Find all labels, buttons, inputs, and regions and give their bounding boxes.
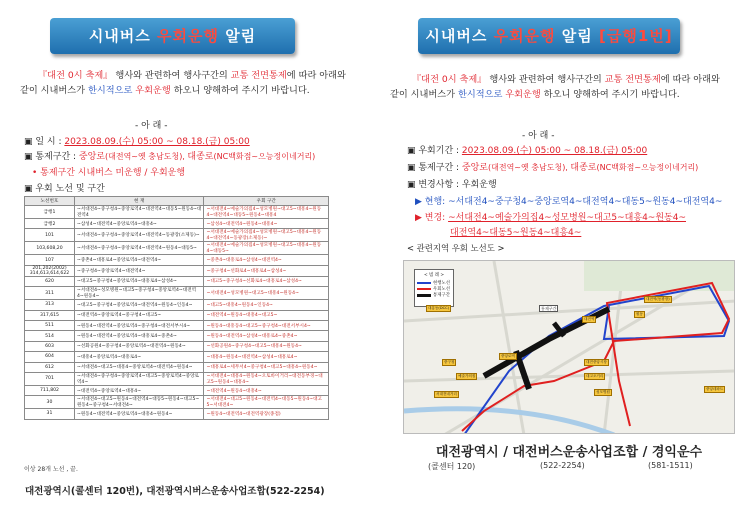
road	[404, 371, 735, 381]
closed-zone-label: 통제구간	[541, 306, 557, 311]
change-text: ▣ 변경사항 : 우회운행	[407, 180, 497, 190]
phone-callcenter: (콜센터 120)	[428, 462, 476, 471]
routes-title-text: ▣ 우회 노선 및 구간	[24, 184, 105, 194]
control-label: ▣ 통제구간 :	[24, 152, 79, 162]
legend-swatch-black	[417, 294, 431, 297]
route-number-cell: 311	[25, 287, 75, 300]
map-stop: 대흥동(DCC)	[428, 306, 450, 310]
changed-route-label: ▶ 변경:	[415, 213, 449, 223]
table-row	[25, 242, 329, 255]
table-row	[25, 372, 329, 385]
changed-route-row	[415, 210, 686, 223]
period-row	[24, 134, 250, 147]
route-number-cell: 103,608,20	[25, 242, 75, 255]
detour-route-cell: ~대전역4~원동4~대흥4~	[204, 385, 329, 395]
route-number-cell: 711,802	[25, 385, 75, 395]
header-detour: 우회 구간	[204, 197, 329, 206]
map-stop: 중구청	[444, 360, 455, 364]
control-road-1: 중앙로	[78, 152, 105, 162]
intro-temp: 한시적으로	[457, 89, 503, 100]
detour-route-cell: ~원동4~대전역4~대전역광장(종점)	[204, 409, 329, 419]
change-row	[407, 177, 497, 190]
route-number-cell: 31	[25, 409, 75, 419]
current-route-cell: ~대전역4~중앙로역4~중구청4~대고5~	[74, 310, 204, 320]
table-header-row	[25, 197, 329, 206]
festival-name: 『대전 0시 축제』	[412, 74, 487, 85]
current-route-cell: ~대흥4~중앙로역4~대흥로4~	[74, 352, 204, 362]
route-number-cell: 313	[25, 300, 75, 310]
detour-route-cell: ~서대전4~예술가의집4~성모병원~대고5~대흥4~원동4~대전역4~대동5~원동4~대흥4	[204, 206, 329, 219]
intro-text-2: 에 따라 아래와 같이 시내버스가	[390, 74, 720, 100]
current-route-label: ▶ 현행:	[415, 197, 449, 207]
route-number-cell: 101	[25, 229, 75, 242]
table-row	[25, 352, 329, 362]
detour-route-cell: ~서대전4~성모병원~대고5~대흥4~원동4~	[204, 287, 329, 300]
table-row	[25, 219, 329, 229]
route-number-cell: 30	[25, 396, 75, 409]
current-route-cell: ~선화공원4~중구청4~중앙로역4~대전역4~원동4~	[74, 341, 204, 351]
detour-route-cell: ~원동4~대흥동4~대고5~중구청4~대전서부시4~	[204, 320, 329, 330]
table-row	[25, 409, 329, 419]
control-label: ▣ 통제구간 :	[407, 163, 462, 173]
changed-route-value-2: 대전역4~대동5~원동4~대흥4~	[450, 228, 582, 238]
route-number-cell: 612	[25, 362, 75, 372]
notice-banner-express	[418, 18, 680, 54]
banner-text-post: 알림	[555, 27, 599, 45]
intro-text-4: 하오니 양해하여 주시기 바랍니다.	[540, 89, 680, 100]
route-number-cell: 620	[25, 276, 75, 286]
map-stop: 대고오거리	[586, 374, 604, 378]
left-footer: 대전광역시(콜센터 120번), 대전광역시버스운송사업조합(522-2254)	[25, 486, 325, 497]
period-value: 2023.08.09.(수) 05:00 ~ 08.18.(금) 05:00	[461, 146, 648, 156]
table-row	[25, 255, 329, 265]
table-row	[25, 385, 329, 395]
changed-route-row-2	[450, 225, 581, 238]
banner-text-pre: 시내버스	[88, 27, 157, 45]
route-number-cell: 107	[25, 255, 75, 265]
detour-route-cell: ~중구청4~선화로4~대흥로4~삼성4~	[204, 265, 329, 276]
current-route-cell: ~원동4~대전역4~중앙로역4~대흥4~원동4~	[74, 409, 204, 419]
intro-control: 교통 전면통제	[604, 74, 661, 85]
period-value: 2023.08.09.(수) 05:00 ~ 08.18.(금) 05:00	[64, 137, 250, 147]
current-route-cell: ~대고5~중구청4~중앙로역4~대전역4~원동4~인동4~	[74, 300, 204, 310]
period-label: ▣ 우회기간 :	[407, 146, 462, 156]
legend-label: 현행노선	[433, 281, 450, 286]
detour-route-cell: ~대흥로4~세무서4~중구청4~대고5~대흥4~원동4~	[204, 362, 329, 372]
detour-route-cell: ~선화공원4~중구청4~대고5~대흥4~원동4~	[204, 341, 329, 351]
organization-line: 대전광역시 / 대전버스운송사업조합 / 경익운수	[435, 445, 703, 460]
route-number-cell: 701	[25, 372, 75, 385]
intro-detour: 우회운행	[505, 89, 541, 100]
header-route: 노선번호	[25, 197, 75, 206]
map-legend	[414, 269, 454, 307]
detour-route-cell: ~서대전4~대고5~원동4~대전역4~대동5~원동4~대고5~서대전4~	[204, 396, 329, 409]
phone-operator: (581-1511)	[648, 461, 693, 470]
control-road-1: 중앙로	[461, 163, 488, 173]
route-number-cell: 511	[25, 320, 75, 330]
suspension-note	[32, 165, 185, 178]
intro-temp: 한시적으로	[87, 85, 133, 96]
table-row	[25, 300, 329, 310]
current-route-cell: ~중구청4~중앙로역4~대전역4~	[74, 265, 204, 276]
header-current: 현 재	[74, 197, 204, 206]
map-stop: 중앙데파트	[706, 387, 724, 391]
table-row	[25, 206, 329, 219]
control-row	[407, 160, 698, 173]
intro-text-2: 에 따라 아래와 같이 시내버스가	[20, 70, 346, 96]
detour-route-cell: ~대고5~대흥4~원동4~인동4~	[204, 300, 329, 310]
current-route-cell: ~원동4~대전역4~중앙로역4~대흥로4~중촌4~	[74, 331, 204, 341]
table-note: 이상 28개 노선 , 끝.	[24, 466, 78, 473]
table-row	[25, 276, 329, 286]
control-row	[24, 149, 315, 162]
control-road-2: 대종로	[187, 152, 214, 162]
table-row	[25, 229, 329, 242]
current-route-cell: ~서대전4~중구청4~중앙로역4~대전역4~원동4~대동5~	[74, 242, 204, 255]
detour-route-cell: ~대흥4~원동4~대전역4~삼성4~대흥로4~	[204, 352, 329, 362]
map-stop: 중앙로역	[501, 354, 515, 358]
legend-label: 우회노선	[433, 287, 450, 292]
festival-name: 『대전 0시 축제』	[38, 70, 113, 81]
intro-control: 교통 전면통제	[230, 70, 287, 81]
intro-detour: 우회운행	[135, 85, 171, 96]
control-road-2-detail: (NC백화점~으능정이네거리)	[596, 163, 699, 172]
current-route-cell: ~서대전4~중구청4~중앙로역4~대전역4~동광장(소제동)~	[74, 229, 204, 242]
table-row	[25, 396, 329, 409]
current-route-cell: ~삼성4~대전역4~중앙로역4~대흥4~	[74, 219, 204, 229]
detour-route-cell: ~삼성4~대전역4~원동4~대흥4~	[204, 219, 329, 229]
routes-table	[24, 196, 329, 420]
current-route-row	[415, 194, 722, 207]
suspension-note-text: • 통제구간 시내버스 미운행 / 우회운행	[32, 168, 186, 178]
map-park	[584, 261, 734, 291]
route-number-cell: 603	[25, 341, 75, 351]
legend-item-closed	[417, 292, 451, 298]
period-row	[407, 143, 647, 156]
legend-label: 통제구간	[433, 293, 450, 298]
detour-route-cell: ~대전역4~원동4~대흥4~대고5~	[204, 310, 329, 320]
banner-highlight: 우회운행	[157, 27, 219, 45]
banner-text-pre: 시내버스	[425, 27, 494, 45]
routes-title	[24, 181, 105, 194]
intro-text-4: 하오니 양해하여 주시기 바랍니다.	[170, 85, 310, 96]
table-row	[25, 310, 329, 320]
intro-paragraph	[20, 68, 350, 98]
current-route-cell: ~대전역4~중앙로역4~대흥4~	[74, 385, 204, 395]
table-row	[25, 265, 329, 276]
legend-title: < 범 례 >	[423, 273, 445, 278]
legend-swatch-red	[417, 288, 431, 290]
current-route-cell: ~서대전4~중구청4~중앙로역4~대고5~중앙로역4~중앙로역4~	[74, 372, 204, 385]
period-label: ▣ 일 시 :	[24, 137, 65, 147]
control-road-1-detail: (대전역~옛 충남도청),	[105, 152, 188, 161]
legend-swatch-blue	[417, 282, 431, 284]
map-stop: 성모병원	[596, 390, 610, 394]
changed-route-value-1: ~서대전4~예술가의집4~성모병원~대고5~대흥4~원동4~	[448, 213, 686, 223]
map-stop: 서대전네거리	[436, 392, 457, 396]
detour-route-map	[403, 260, 735, 434]
current-route-cell: ~서대전4~중구청4~중앙로역4~대전역4~대동5~원동4~대전역4	[74, 206, 204, 219]
detour-route-cell: ~서대전4~예술가의집4~성모병원~대고5~대흥4~원동4~대동5~	[204, 242, 329, 255]
control-road-1-detail: (대전역~옛 충남도청),	[488, 163, 571, 172]
detour-route-cell: ~중촌4~대흥로4~삼성4~대전역4~	[204, 255, 329, 265]
map-stop: 대전역	[584, 317, 595, 321]
detour-route-cell: ~서대전4~예술가의집4~성모병원~대고5~대흥4~원동4~대전역4~동광장(소제동)~	[204, 229, 329, 242]
route-number-cell: 604	[25, 352, 75, 362]
route-number-cell: 급행1	[25, 206, 75, 219]
map-stop: 예술가의집	[458, 374, 476, 378]
control-road-2-detail: (NC백화점~으능정이네거리)	[213, 152, 316, 161]
current-route-cell: ~원동4~대전역4~중앙로역4~중구청4~대전서부시4~	[74, 320, 204, 330]
table-row	[25, 320, 329, 330]
map-river	[404, 409, 614, 434]
route-number-cell: 201,202(2002) 314,613,614,622	[25, 265, 75, 276]
current-route-cell: ~서대전4~대고5~대흥4~중앙로역4~대전역4~원동4~	[74, 362, 204, 372]
map-stop: 대전역(동광장)	[646, 297, 670, 301]
table-row	[25, 331, 329, 341]
map-stop: 원동	[636, 312, 643, 316]
intro-paragraph	[390, 72, 720, 102]
table-row	[25, 287, 329, 300]
table-row	[25, 362, 329, 372]
banner-highlight: 우회운행	[493, 27, 556, 45]
phone-bus-association: (522-2254)	[540, 461, 585, 470]
section-heading: - 아 래 -	[522, 131, 555, 141]
current-route-cell: ~서대전4~대고5~원동4~대전역4~대동5~원동4~대고5~원동4~중구청4~서대전4~	[74, 396, 204, 409]
current-route-cell: ~중촌4~대흥로4~중앙로역4~대전역4~	[74, 255, 204, 265]
banner-text-post: 알림	[218, 27, 257, 45]
detour-route-cell: ~서대전4~대흥4~원동4~오토바이거리~대전동부경~대고5~원동4~대흥4~	[204, 372, 329, 385]
banner-route-tag: [급행1번]	[598, 27, 673, 45]
intro-text-1: 행사와 관련하여 행사구간의	[112, 70, 231, 81]
table-body	[25, 206, 329, 420]
detour-route-cell: ~대고5~중구청4~선화로4~대흥로4~삼성4~	[204, 276, 329, 286]
table-row	[25, 341, 329, 351]
detour-route-cell: ~원동4~대전역4~삼성4~대흥로4~중촌4~	[204, 331, 329, 341]
map-stop: 대전중앙시장	[586, 360, 607, 364]
notice-banner	[50, 18, 295, 54]
route-number-cell: 514	[25, 331, 75, 341]
control-road-2: 대종로	[570, 163, 597, 173]
current-route-value: ~서대전4~중구청4~중앙로역4~대전역4~대동5~원동4~대전역4~	[448, 197, 723, 207]
section-heading: - 아 래 -	[135, 121, 168, 131]
map-title: < 관련지역 우회 노선도 >	[407, 243, 505, 253]
current-route-cell: ~대고5~중구청4~중앙로역4~대흥로4~삼성4~	[74, 276, 204, 286]
route-number-cell: 급행2	[25, 219, 75, 229]
current-route-cell: ~서대전4~성모병원~대고5~중구청4~중앙로역4~대전역4~원동4~	[74, 287, 204, 300]
intro-text-1: 행사와 관련하여 행사구간의	[486, 74, 605, 85]
route-number-cell: 317,615	[25, 310, 75, 320]
